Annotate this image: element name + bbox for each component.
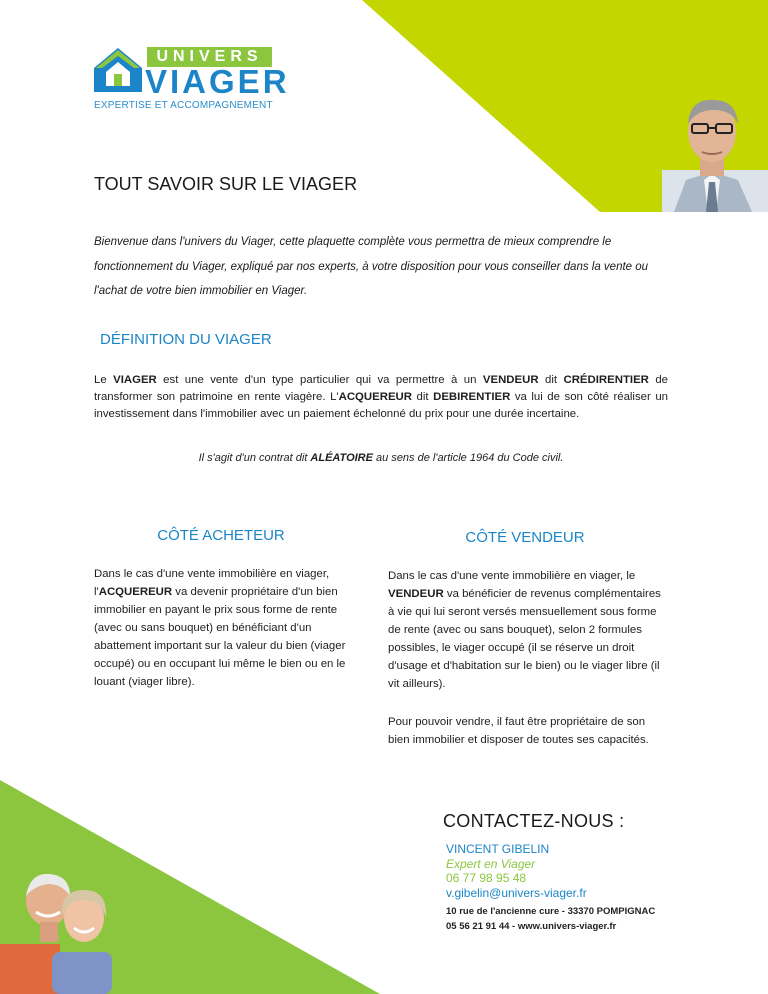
term-vendeur-2: VENDEUR xyxy=(388,588,444,600)
definition-title: DÉFINITION DU VIAGER xyxy=(100,331,272,348)
contact-title: CONTACTEZ-NOUS : xyxy=(443,811,625,831)
vendeur-title: CÔTÉ VENDEUR xyxy=(465,529,585,546)
logo-univers-text: UNIVERS xyxy=(147,47,272,67)
term-debirentier: DEBIRENTIER xyxy=(433,391,511,403)
acheteur-paragraph: Dans le cas d'une vente immobilière en viager, l'ACQUEREUR va devenir propriétaire d'un bien immobilier en payant le prix sous forme de rente (avec ou sans bouquet) en bénéficiant d'un abattement important sur la valeur du bien (viager occupé) ou en occupant lui même le bien ou en le louant (viager libre). xyxy=(94,568,346,688)
term-aleatoire: ALÉATOIRE xyxy=(310,452,373,464)
contact-phone-web[interactable]: 05 56 21 91 44 - www.univers-viager.fr xyxy=(446,921,617,932)
expert-portrait xyxy=(656,88,768,212)
term-vendeur: VENDEUR xyxy=(482,374,539,386)
legal-note: Il s'agit d'un contrat dit ALÉATOIRE au sens de l'article 1964 du Code civil. xyxy=(198,452,564,464)
intro-paragraph: Bienvenue dans l'univers du Viager, cette plaquette complète vous permettra de mieux comprendre le fonctionnement du Viager, expliqué par nos experts, à votre disposition pour vous conseiller dans la vente ou l'achat de votre bien immobilier en Viager. xyxy=(94,236,649,297)
house-icon xyxy=(92,46,144,94)
definition-paragraph: Le VIAGER est une vente d'un type particulier qui va permettre à un VENDEUR dit CRÉDIRENTIER de transformer son patrimoine en rente viagère. L'ACQUEREUR dit DEBIRENTIER va lui de son côté réaliser un investissement dans l'immobilier avec un paiement échelonné du prix pour une durée incertaine. xyxy=(94,374,668,420)
term-credirentier: CRÉDIRENTIER xyxy=(563,374,649,386)
term-acquereur: ACQUEREUR xyxy=(338,391,413,403)
contact-email[interactable]: v.gibelin@univers-viager.fr xyxy=(446,886,587,900)
term-viager: VIAGER xyxy=(113,374,157,386)
contact-phone[interactable]: 06 77 98 95 48 xyxy=(446,871,527,885)
tagline: EXPERTISE ET ACCOMPAGNEMENT xyxy=(94,100,273,111)
vendeur-paragraph-2: Pour pouvoir vendre, il faut être propriétaire de son bien immobilier et disposer de toutes ses capacités. xyxy=(388,716,649,746)
contact-name: VINCENT GIBELIN xyxy=(446,842,550,856)
acheteur-title: CÔTÉ ACHETEUR xyxy=(157,527,285,544)
contact-role: Expert en Viager xyxy=(446,857,536,871)
contact-address: 10 rue de l'ancienne cure - 33370 POMPIGNAC xyxy=(446,906,656,917)
couple-photo xyxy=(0,856,130,994)
page-title: TOUT SAVOIR SUR LE VIAGER xyxy=(94,174,358,194)
vendeur-paragraph: Dans le cas d'une vente immobilière en viager, le VENDEUR va bénéficier de revenus complémentaires à vie qui lui seront versés mensuellement sous forme de rente (avec ou sans bouquet), selon 2 formules possibles, le viager occupé (il se réserve un droit d'usage et d'habitation sur le bien) ou le viager libre (il vit ailleurs). xyxy=(388,570,661,690)
term-acquereur-2: ACQUEREUR xyxy=(98,586,173,598)
logo-viager-text: VIAGER xyxy=(145,63,290,100)
